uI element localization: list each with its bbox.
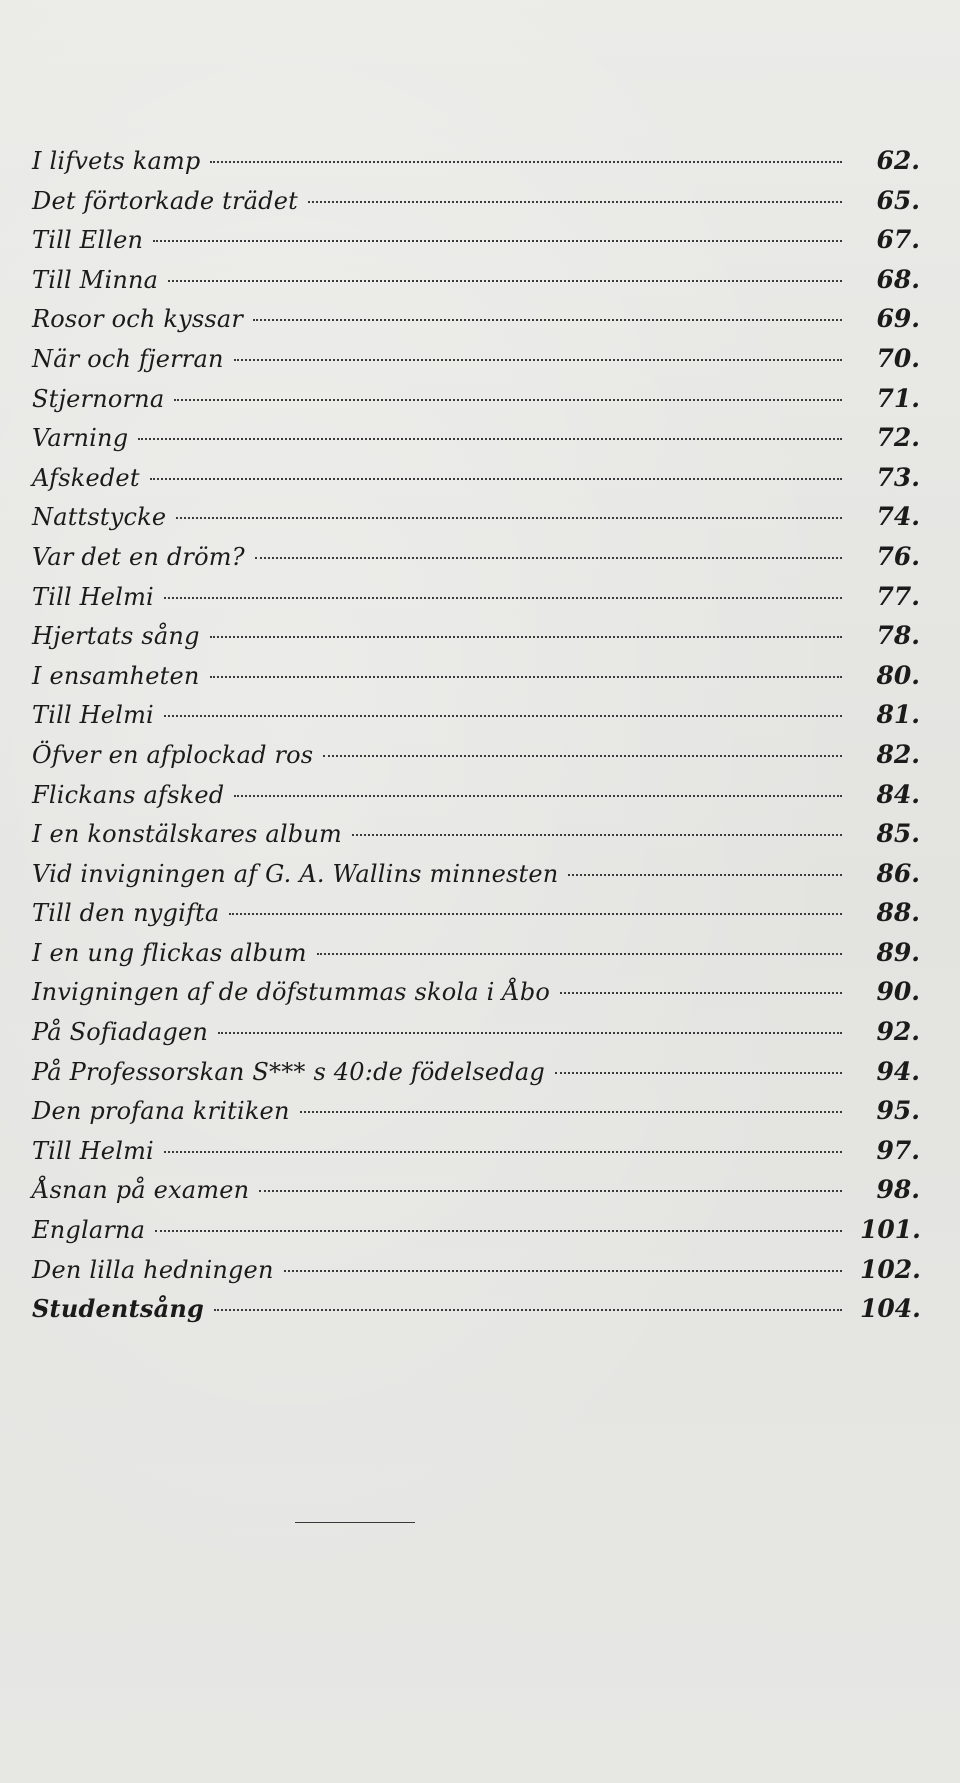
toc-entry-page-number: 92. [876,1017,920,1047]
toc-entry-title: I ensamheten [32,661,200,690]
dot-leader [284,1270,842,1272]
table-of-contents [32,141,920,1329]
toc-entry-page-number: 62. [876,146,920,175]
dot-leader [176,517,842,519]
toc-entry [32,1131,920,1171]
toc-entry-title: Flickans afsked [32,780,225,809]
toc-entry-page-number: 76. [876,541,920,571]
toc-entry [32,537,920,577]
toc-entry [32,1091,920,1131]
toc-entry-title: På Sofiadagen [32,1018,209,1047]
toc-entry [32,1210,920,1250]
toc-entry-title: Det förtorkade trädet [32,186,298,215]
toc-entry-page-number: 89. [876,937,920,967]
toc-entry-title: Varning [32,424,129,453]
toc-entry-title: Till Helmi [32,1136,154,1165]
toc-entry-page-number: 82. [876,739,920,769]
toc-entry-title: Till Helmi [32,582,154,611]
toc-entry-page-number: 81. [876,700,920,730]
toc-entry [32,735,920,775]
toc-entry-page-number: 80. [876,660,920,690]
toc-entry-page-number: 74. [876,502,920,532]
dot-leader [255,557,842,559]
toc-entry [32,220,920,260]
dot-leader [352,834,842,836]
toc-entry-title: Den lilla hedningen [32,1255,274,1284]
toc-entry-title: Invigningen af de döfstummas skola i Åbo [32,978,551,1007]
toc-entry-title: Stjernorna [32,384,165,413]
toc-entry [32,656,920,696]
toc-entry-title: Englarna [32,1216,146,1245]
toc-entry [32,933,920,973]
toc-entry [32,1250,920,1290]
toc-entry-page-number: 73. [876,462,920,492]
toc-entry-page-number: 101. [860,1215,921,1245]
toc-entry-page-number: 72. [876,423,920,453]
dot-leader [155,1230,842,1232]
dot-leader [300,1111,842,1113]
toc-entry [32,141,920,181]
toc-entry [32,1289,920,1329]
dot-leader [323,755,842,757]
dot-leader [138,438,842,440]
dot-leader [317,953,842,955]
dot-leader [210,676,842,678]
toc-entry-page-number: 95. [876,1096,920,1126]
toc-entry-page-number: 98. [876,1175,920,1205]
toc-entry-title: Till Helmi [32,701,154,730]
toc-entry-title: Afskedet [32,463,140,492]
dot-leader [218,1032,842,1034]
dot-leader [234,359,842,361]
toc-entry-page-number: 77. [876,581,920,611]
dot-leader [234,795,842,797]
toc-entry [32,616,920,656]
toc-entry-page-number: 65. [876,185,920,215]
toc-entry-title: När och fjerran [32,344,224,373]
toc-entry-title: Var det en dröm? [32,542,245,571]
toc-entry-title: I en konstälskares album [32,820,342,849]
toc-entry [32,260,920,300]
toc-entry [32,814,920,854]
toc-entry-page-number: 68. [876,264,920,294]
dot-leader [153,240,842,242]
dot-leader [164,597,842,599]
toc-entry [32,497,920,537]
toc-entry-page-number: 70. [876,343,920,373]
toc-entry [32,379,920,419]
toc-entry-title: Till Minna [32,265,159,294]
toc-entry [32,854,920,894]
dot-leader [150,478,842,480]
toc-entry [32,1170,920,1210]
toc-entry [32,458,920,498]
toc-entry-page-number: 71. [876,383,920,413]
toc-entry [32,339,920,379]
toc-entry-title: Studentsång [32,1294,204,1324]
toc-entry [32,299,920,339]
dot-leader [164,715,842,717]
toc-entry-title: På Professorskan S*** s 40:de födelsedag [32,1057,545,1086]
toc-entry [32,577,920,617]
toc-entry [32,695,920,735]
dot-leader [174,399,842,401]
toc-entry-page-number: 85. [876,819,920,849]
toc-entry-page-number: 88. [876,898,920,928]
toc-entry-title: Hjertats sång [32,622,200,651]
dot-leader [259,1190,842,1192]
dot-leader [164,1151,842,1153]
dot-leader [555,1072,842,1074]
toc-entry-title: Vid invigningen af G. A. Wallins minnesten [32,859,559,888]
toc-entry-title: I en ung flickas album [32,938,307,967]
toc-entry-page-number: 102. [860,1254,921,1284]
toc-entry-page-number: 94. [876,1056,920,1086]
toc-entry-page-number: 78. [876,621,920,651]
toc-entry-page-number: 90. [876,977,920,1007]
toc-entry [32,418,920,458]
dot-leader [210,636,842,638]
toc-entry [32,1052,920,1092]
closing-rule [295,1522,415,1523]
toc-entry [32,181,920,221]
dot-leader [568,874,842,876]
toc-entry-page-number: 86. [876,858,920,888]
toc-entry [32,972,920,1012]
toc-entry-title: Till den nygifta [32,899,220,928]
toc-entry-title: Rosor och kyssar [32,305,244,334]
toc-entry-page-number: 67. [876,225,920,255]
toc-entry-page-number: 69. [876,304,920,334]
toc-entry-page-number: 104. [860,1294,921,1324]
toc-entry-title: I lifvets kamp [32,147,201,175]
dot-leader [308,201,842,203]
dot-leader [253,319,842,321]
toc-entry-title: Nattstycke [32,503,167,532]
toc-entry [32,1012,920,1052]
dot-leader [210,161,842,163]
toc-entry [32,893,920,933]
toc-entry-title: Öfver en afplockad ros [32,740,314,769]
toc-entry-page-number: 84. [876,779,920,809]
toc-entry-title: Den profana kritiken [32,1097,290,1126]
toc-entry-title: Åsnan på examen [32,1176,250,1205]
dot-leader [560,992,842,994]
dot-leader [214,1309,842,1311]
dot-leader [168,280,842,282]
toc-entry-page-number: 97. [876,1135,920,1165]
toc-entry [32,775,920,815]
toc-entry-title: Till Ellen [32,226,144,255]
dot-leader [229,913,842,915]
